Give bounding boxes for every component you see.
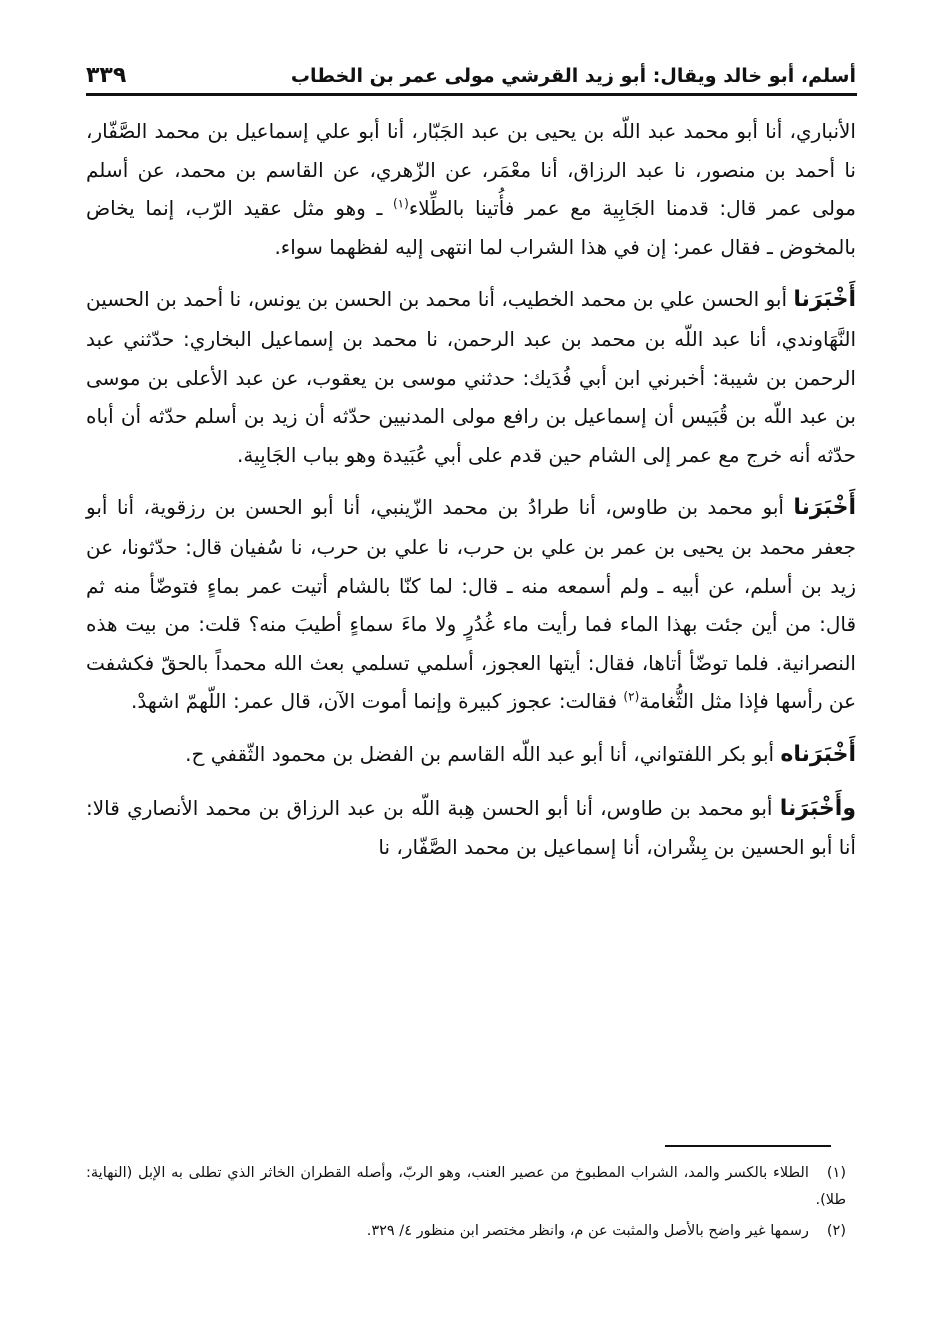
footnote-2: [86, 1218, 846, 1245]
header-rule: [86, 93, 857, 96]
paragraph-text-continued: ـ وهو مثل عقيد الرّب، إنما يخاض بالمخوض ـ فقال عمر: إن في هذا الشراب لما انتهى إليه لفظهما سواء.: [86, 196, 856, 259]
footnote-1: [86, 1160, 846, 1214]
paragraph-text: الأنباري، أنا أبو محمد عبد اللّه بن يحيى بن عبد الجَبّار، أنا أبو علي إسماعيل بن محمد الصَّفّار، نا أحمد بن منصور، نا عبد الرزاق، أنا معْمَر، عن الزّهري، عن القاسم بن محمد، عن أسلم مولى عمر قال: قدمنا الجَابِية مع عمر فأُتينا بالطِّلاء: [86, 119, 856, 221]
footnote-number: (٢): [826, 1223, 846, 1239]
paragraph-text: أبو الحسن علي بن محمد الخطيب، أنا محمد بن الحسن بن يونس، نا أحمد بن الحسين النَّهَاوندي، أنا عبد اللّه بن محمد بن عبد الرحمن، نا محمد بن إسماعيل البخاري: حدّثني عبد الرحمن بن شيبة: أخبرني ابن أبي فُدَيك: حدثني موسى بن يعقوب، عن عبد الأعلى بن موسى بن عبد اللّه بن قُبَيس أن إسماعيل بن رافع مولى المدنيين حدّثه أن زيد بن أسلم حدّثه أن أباه حدّثه أنه خرج مع عمر إلى الشام حين قدم على أبي عُبَيدة وهو بباب الجَابِية.: [86, 287, 856, 467]
footnote-rule: [665, 1145, 831, 1147]
main-text: [86, 112, 856, 867]
footnote-number: (١): [826, 1165, 846, 1181]
paragraph-lead-word: وأَخْبَرَنا: [779, 795, 856, 821]
paragraph-text: أبو محمد بن طاوس، أنا طرادُ بن محمد الزّينبي، أنا أبو الحسن بن رزقوية، أنا أبو جعفر محمد بن يحيى بن عمر بن علي بن حرب، نا علي بن حرب، نا سُفيان قال: حدّثونا، عن زيد بن أسلم، عن أبيه ـ ولم أسمعه منه ـ قال: لما كنّا بالشام أتيت عمر بماءٍ فتوضّأ منه ثم قال: من أين جئت بهذا الماء فما رأيت ماء غُدُرٍ ولا ماءَ سماءٍ أطيبَ منه؟ قلت: من بيت هذه النصرانية. فلما توضّأ أتاها، فقال: أيتها العجوز، أسلمي تسلمي بعث الله محمداً بالحقّ فكشفت عن رأسها فإذا مثل الثُّغامة: [86, 495, 856, 714]
paragraph-text: أبو بكر اللفتواني، أنا أبو عبد اللّه القاسم بن الفضل بن محمود الثّقفي ح.: [185, 741, 781, 766]
paragraph-1: [86, 112, 856, 266]
page-number: ٣٣٩: [86, 63, 127, 88]
paragraph-lead-word: أَخْبَرَنا: [793, 287, 856, 313]
paragraph-text: أبو محمد بن طاوس، أنا أبو الحسن هِبة اللّه بن عبد الرزاق بن محمد الأنصاري قالا: أنا أبو الحسين بن بِشْران، أنا إسماعيل بن محمد الصَّفّار، نا: [86, 795, 856, 860]
footnotes: [86, 1160, 846, 1249]
footnote-text: الطلاء بالكسر والمد، الشراب المطبوخ من عصير العنب، وهو الربّ، وأصله القطران الخاثر الذي تطلى به الإبل (النهاية: طلا).: [86, 1165, 846, 1208]
footnote-ref-1: (١): [392, 196, 409, 211]
paragraph-lead-word: أَخْبَرَناه: [780, 741, 856, 767]
footnote-text: رسمها غير واضح بالأصل والمثبت عن م، وانظر مختصر ابن منظور ٤/ ٣٢٩.: [366, 1223, 809, 1239]
paragraph-3: [86, 488, 856, 721]
paragraph-5: [86, 789, 856, 867]
paragraph-lead-word: أَخْبَرَنا: [793, 495, 856, 521]
paragraph-2: [86, 280, 856, 474]
paragraph-4: [86, 735, 856, 775]
paragraph-text-continued: فقالت: عجوز كبيرة وإنما أموت الآن، قال عمر: اللّهمّ اشهدْ.: [131, 689, 624, 714]
running-title: أسلم، أبو خالد ويقال: أبو زيد القرشي مولى عمر بن الخطاب: [290, 65, 856, 87]
footnote-ref-2: (٢): [623, 689, 640, 704]
running-header: [86, 58, 856, 90]
